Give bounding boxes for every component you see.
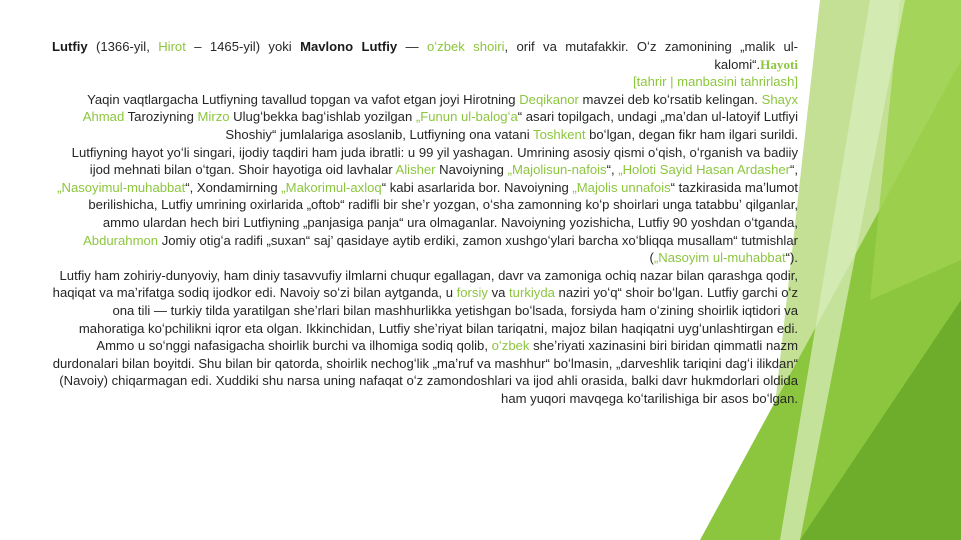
subject-name: Lutfiy — [52, 39, 88, 54]
link-funun-ul-balogha[interactable]: „Funun ul-balogʻa — [415, 109, 518, 125]
subject-alt-name: Mavlono Lutfiy — [300, 39, 398, 54]
section-heading-hayoti: Hayoti — [760, 56, 798, 72]
link-majolisun-nafois[interactable]: „Majolisun-nafois — [507, 162, 607, 178]
link-holoti-sayid-hasan[interactable]: „Holoti Sayid Hasan Ardasher — [618, 162, 790, 178]
link-nasoyim-ul-muhabbat[interactable]: „Nasoyim ul-muhabbat — [653, 250, 786, 266]
link-ozbek[interactable]: oʻzbek — [491, 338, 530, 354]
link-mirzo[interactable]: Mirzo — [197, 109, 230, 125]
link-uzbek-poet[interactable]: oʻzbek shoiri — [426, 39, 505, 54]
link-toshkent[interactable]: Toshkent — [533, 126, 586, 142]
paragraph-intro: Lutfiy (1366-yil, Hirot – 1465-yil) yoki Mavlono Lutfiy — oʻzbek shoiri, orif va mutafakkir. Oʻz zamonining „malik ul-kalomi“.Hayoti [tahrir | manbasini tahrirlash] — [52, 39, 798, 90]
link-makorimul-axloq[interactable]: „Makorimul-axloq — [281, 179, 382, 195]
link-hirot[interactable]: Hirot — [158, 39, 186, 54]
link-majolis-unnafois[interactable]: „Majolis unnafois — [572, 179, 671, 195]
link-shayx-ahmad[interactable]: Shayx Ahmad — [82, 91, 798, 125]
link-nasoyimul-muhabbat[interactable]: „Nasoyimul-muhabbat — [57, 179, 186, 195]
link-alisher[interactable]: Alisher — [395, 162, 436, 178]
paragraph-birthplace: Yaqin vaqtlargacha Lutfiyning tavallud topgan va vafot etgan joyi Hirotning Deqikanor mavzei deb koʻrsatib kelingan. Shayx Ahmad Taroziyning Mirzo Ulugʻbekka bagʻishlab yozilgan „Funun ul-balogʻa“ asari topilgach, undagi „maʼdan ul-latoyif Lutfiyi Shoshiy“ jumlalariga asoslanib, Lutfiyning ona vatani Toshkent boʻlgan, degan fikr ham ilgari surildi. — [82, 91, 798, 142]
paragraph-legacy: Lutfiy ham zohiriy-dunyoviy, ham diniy tasavvufiy ilmlarni chuqur egallagan, davr va zamoniga ochiq nazar bilan qarashga qodir, haqiqat va maʼrifatga sodiq ijodkor edi. Navoiy soʻzi bilan aytganda, u forsiy va turkiyda naziri yoʻq“ shoir boʻlgan. Lutfiy garchi oʻz ona tili — turkiy tilda yaratilgan sheʼrlari bilan mashhurlikka yetishgan boʻlsada, forsiyda ham oʻzining shoirlik iqtidori va mahoratiga koʻpchilikni iqror eta olgan. Ikkinchidan, Lutfiy sheʼriyat bilan tariqatni, majoz bilan haqiqatni uygʻunlashtirgan edi. Ammo u soʻnggi nafasigacha shoirlik burchi va ilhomiga sodiq qolib, oʻzbek sheʼriyati xazinasini biri biridan qimmatli nazm durdonalari bilan boyitdi. Shu bilan bir qatorda, shoirlik nechogʻlik „maʼruf va mashhur“ boʻlmasin, „darveshlik tariqini dagʻi ilikdan“ (Navoiy) chiqarmagan edi. Xuddiki shu narsa uning nafaqat oʻz zamondoshlari va ijod ahli orasida, balki davr hukmdorlari oldida ham yuqori mavqega koʻtarilishiga bir asos boʻlgan. — [52, 267, 798, 406]
link-forsiy[interactable]: forsiy — [456, 285, 488, 301]
link-deqikanor[interactable]: Deqikanor — [519, 91, 579, 107]
article-text — [52, 38, 798, 407]
link-turkiyda[interactable]: turkiyda — [509, 285, 555, 301]
paragraph-life: Lutfiyning hayot yoʻli singari, ijodiy taqdiri ham juda ibratli: u 99 yil yashagan. Umrining asosiy qismi oʻqish, oʻrganish va badiiy ijod mehnati bilan oʻtgan. Shoir hayotiga oid lavhalar Alisher Navoiyning „Majolisun-nafois“, „Holoti Sayid Hasan Ardasher“, „Nasoyimul-muhabbat“, Xondamirning „Makorimul-axloq“ kabi asarlarida bor. Navoiyning „Majolis unnafois“ tazkirasida maʼlumot berilishicha, Lutfiy umrining oxirlarida „oftob“ radifli bir sheʼr yozgan, oʻsha zamonning koʻp shoirlari unga tatabbuʼ qilganlar, ammo ulardan hech biri Lutfiyning „panjasiga panja“ ura olmaganlar. Navoiyning yozishicha, Lutfiy 90 yoshdan oʻtganda, Abdurahmon Jomiy otigʻa radifi „suxan“ saj’ qasidaye aytib erdiki, zamon xushgoʻylari barcha xoʻbliqqa musallam“ tutmishlar („Nasoyim ul-muhabbat“). — [57, 144, 798, 266]
edit-section-link[interactable]: [tahrir | manbasini tahrirlash] — [633, 74, 798, 90]
link-abdurahmon[interactable]: Abdurahmon — [83, 232, 159, 248]
